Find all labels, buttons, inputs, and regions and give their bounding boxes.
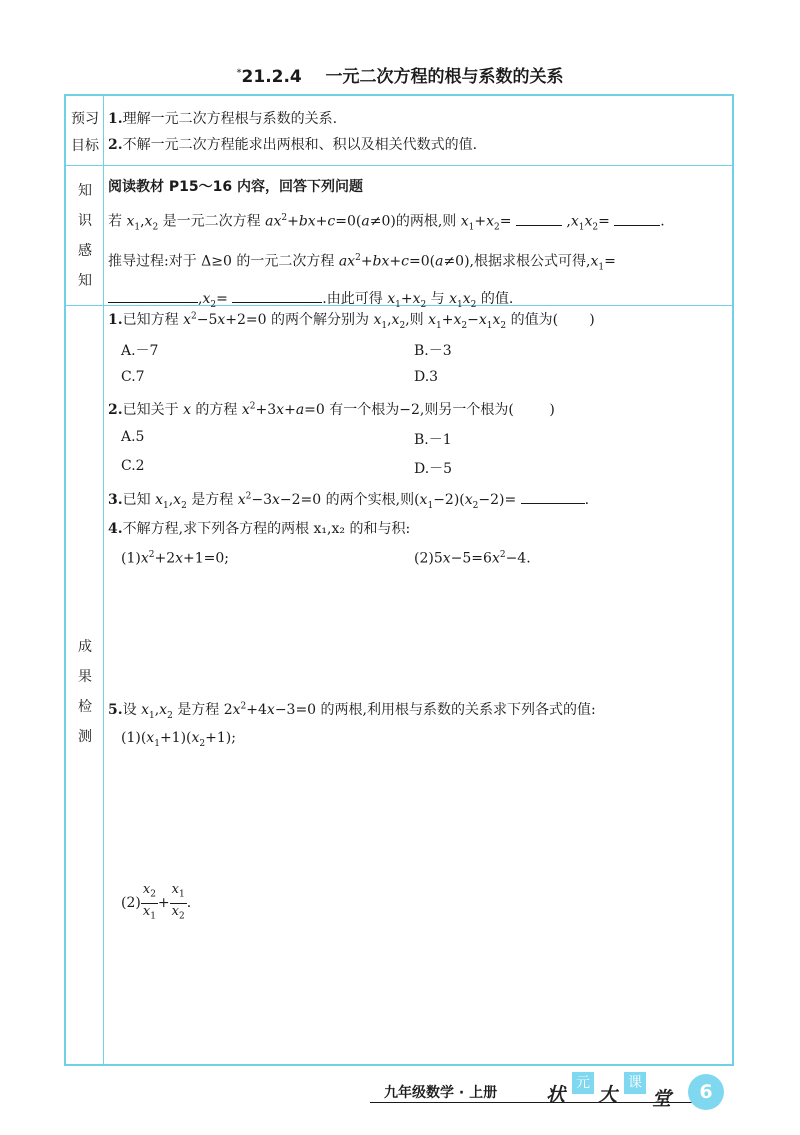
question-3: 3.已知 $x_1,x_2$ 是方程 $x^2-3x-2=0$ 的两个实根,则$(x_1-2)(x_2-2)=$ . <box>108 489 589 511</box>
label-line: 预习 <box>71 111 99 127</box>
answer-blank[interactable] <box>614 211 660 226</box>
question-5-part-1: $(1)(x_1+1)(x_2+1)$; <box>121 730 236 749</box>
results-label <box>66 632 104 752</box>
brand-char: 课 <box>624 1072 646 1094</box>
label-char: 检 <box>78 699 92 715</box>
label-line: 目标 <box>71 138 99 154</box>
footer-rule <box>370 1102 700 1103</box>
knowledge-line-3: $,x_2=$ .由此可得 $x_1+x_2$ 与 $x_1x_2$ 的值. <box>108 284 665 321</box>
question-4-part-1: $(1)x^2+2x+1=0$; <box>121 550 230 567</box>
option[interactable]: C.2 <box>121 458 145 474</box>
option[interactable]: B.－1 <box>414 432 452 448</box>
question-2: 2.已知关于 x 的方程 $x^2+3x+a=0$ 有一个根为−2,则另一个根为( ) <box>108 401 555 418</box>
knowledge-content <box>108 172 665 321</box>
question-number: 4. <box>108 521 123 537</box>
item-text: 不解一元二次方程能求出两根和、积以及相关代数式的值. <box>122 137 478 153</box>
question-text: 不解方程,求下列各方程的两根 x₁,x₂ 的和与积: <box>122 521 411 537</box>
question-number: 5. <box>108 702 123 718</box>
row-divider-1 <box>66 165 732 166</box>
item-number: 2. <box>108 137 123 153</box>
option[interactable]: D.3 <box>414 369 439 385</box>
page-footer <box>360 1075 740 1114</box>
answer-blank[interactable] <box>516 211 562 226</box>
label-char: 测 <box>78 729 92 745</box>
section-number: 21.2.4 <box>241 67 302 87</box>
option[interactable]: D.－5 <box>414 461 453 477</box>
label-char: 成 <box>78 639 92 655</box>
knowledge-heading: 阅读教材 P15～16 内容，回答下列问题 <box>108 179 363 195</box>
answer-blank[interactable] <box>232 288 322 303</box>
knowledge-line-2: 推导过程:对于 Δ≥0 的一元二次方程 $ax^2+bx+c=0(a\ne 0)$,根据求根公式可得$,x_1=$ <box>108 253 616 273</box>
label-char: 识 <box>78 213 92 229</box>
brand-char: 堂 <box>652 1088 672 1110</box>
fraction: $\frac{x_1}{x_2}$ <box>171 882 185 922</box>
worksheet-table <box>64 94 734 1066</box>
question-number: 3. <box>108 492 123 508</box>
option[interactable]: A.－7 <box>121 343 159 359</box>
answer-blank[interactable] <box>108 288 198 303</box>
brand-char: 元 <box>572 1072 594 1094</box>
preview-goals <box>108 106 477 158</box>
label-char: 知 <box>78 273 92 289</box>
question-4 <box>108 518 410 538</box>
page-number: 6 <box>688 1074 724 1110</box>
question-number: 1. <box>108 312 123 328</box>
optional-star: * <box>236 67 242 79</box>
brand-char: 状 <box>546 1084 566 1106</box>
preview-item <box>108 132 477 158</box>
knowledge-line-1: 若 $x_1,x_2$ 是一元二次方程 $ax^2+bx+c=0(a\ne 0)$的两根,则 $x_1+x_2= ,x_1x_2=$ . <box>108 203 665 243</box>
book-title: 九年级数学 · 上册 <box>384 1085 498 1101</box>
question-5-part-2: (2) $\frac{x_2}{x_1}$ + $\frac{x_1}{x_2}$ . <box>121 882 191 924</box>
preview-goal-label <box>66 106 104 160</box>
question-1: 1.已知方程 $x^2-5x+2=0$ 的两个解分别为 $x_1,x_2$,则 $x_1+x_2-x_1x_2$ 的值为( ) <box>108 311 595 331</box>
item-text: 理解一元二次方程根与系数的关系. <box>122 111 338 127</box>
label-char: 知 <box>78 183 92 199</box>
answer-blank[interactable] <box>521 489 585 504</box>
question-5: 5.设 $x_1,x_2$ 是方程 $2x^2+4x-3=0$ 的两根,利用根与系数的关系求下列各式的值: <box>108 701 596 721</box>
label-char: 果 <box>78 669 92 685</box>
item-number: 1. <box>108 111 123 127</box>
section-title: 一元二次方程的根与系数的关系 <box>325 67 564 87</box>
question-4-part-2: $(2)5x-5=6x^2-4$. <box>414 550 531 567</box>
page-title <box>0 62 800 87</box>
option[interactable]: C.7 <box>121 369 145 385</box>
brand-char: 大 <box>598 1084 618 1106</box>
question-number: 2. <box>108 402 123 418</box>
fraction: $\frac{x_2}{x_1}$ <box>142 882 156 922</box>
preview-item <box>108 106 477 132</box>
option[interactable]: B.－3 <box>414 343 452 359</box>
knowledge-label <box>66 176 104 296</box>
option[interactable]: A.5 <box>121 429 145 445</box>
label-char: 感 <box>78 243 92 259</box>
